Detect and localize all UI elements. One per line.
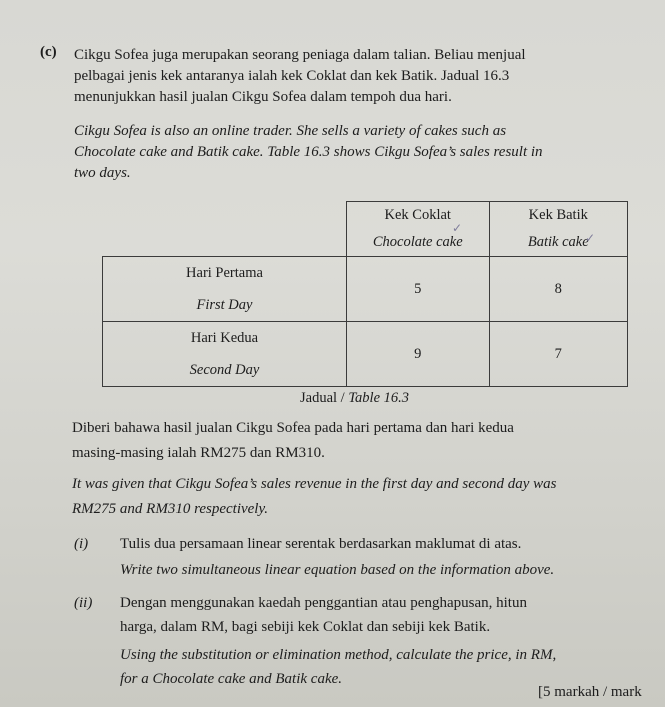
table-header-batik xyxy=(489,202,627,257)
table-corner-cell xyxy=(103,202,347,257)
question-malay-line-3: menunjukkan hasil jualan Cikgu Sofea dalam tempoh dua hari. xyxy=(74,89,452,105)
question-malay-line-1: Cikgu Sofea juga merupakan seorang peniaga dalam talian. Beliau menjual xyxy=(74,47,526,63)
header-batik-english: Batik cake xyxy=(527,234,589,250)
question-english-line-2: Chocolate cake and Batik cake. Table 16.3 shows Cikgu Sofea’s sales result in xyxy=(74,144,543,160)
given-english-line-2: RM275 and RM310 respectively. xyxy=(72,501,269,517)
second-day-chocolate-value: 9 xyxy=(346,322,489,387)
given-malay-line-1: Diberi bahawa hasil jualan Cikgu Sofea pada hari pertama dan hari kedua xyxy=(72,420,514,436)
header-batik-malay: Kek Batik xyxy=(528,207,588,223)
part-i-malay: Tulis dua persamaan linear serentak berdasarkan maklumat di atas. xyxy=(120,536,522,552)
part-i-label: (i) xyxy=(74,536,89,552)
first-day-english: First Day xyxy=(196,296,253,313)
second-day-malay: Hari Kedua xyxy=(190,329,259,346)
second-day-english: Second Day xyxy=(189,361,260,378)
part-ii-english-line-2: for a Chocolate cake and Batik cake. xyxy=(120,671,343,687)
table-row xyxy=(103,322,628,387)
part-ii-malay-line-2: harga, dalam RM, bagi sebiji kek Coklat dan sebiji kek Batik. xyxy=(120,619,491,635)
caption-malay: Jadual xyxy=(300,390,338,406)
question-english-line-3: two days. xyxy=(74,165,131,181)
caption-english: Table 16.3 xyxy=(348,390,410,406)
table-row xyxy=(103,257,628,322)
table-header-chocolate xyxy=(346,202,489,257)
row-label-first-day xyxy=(103,257,347,322)
table-caption xyxy=(300,390,409,407)
given-english-line-1: It was given that Cikgu Sofea’s sales revenue in the first day and second day was xyxy=(72,476,557,492)
row-label-second-day xyxy=(103,322,347,387)
pencil-tick-icon: ✓ xyxy=(585,231,596,245)
question-malay-line-2: pelbagai jenis kek antaranya ialah kek Coklat dan kek Batik. Jadual 16.3 xyxy=(74,68,510,84)
first-day-malay: Hari Pertama xyxy=(186,264,263,281)
first-day-chocolate-value: 5 xyxy=(346,257,489,322)
header-chocolate-malay: Kek Coklat xyxy=(384,207,451,223)
caption-separator: / xyxy=(340,390,345,406)
question-english-line-1: Cikgu Sofea is also an online trader. She sells a variety of cakes such as xyxy=(74,123,507,139)
part-ii-malay-line-1: Dengan menggunakan kaedah penggantian atau penghapusan, hitun xyxy=(120,595,527,611)
marks-label: [5 markah / mark xyxy=(538,684,642,700)
part-ii-label: (ii) xyxy=(74,595,93,611)
second-day-batik-value: 7 xyxy=(489,322,627,387)
sales-table xyxy=(102,201,628,387)
part-ii-english-line-1: Using the substitution or elimination method, calculate the price, in RM, xyxy=(120,647,557,663)
part-i-english: Write two simultaneous linear equation based on the information above. xyxy=(120,562,555,578)
question-label: (c) xyxy=(40,44,57,60)
first-day-batik-value: 8 xyxy=(489,257,627,322)
pencil-tick-icon: ✓ xyxy=(452,221,463,235)
given-malay-line-2: masing-masing ialah RM275 dan RM310. xyxy=(72,445,325,461)
header-chocolate-english: Chocolate cake xyxy=(372,234,463,250)
